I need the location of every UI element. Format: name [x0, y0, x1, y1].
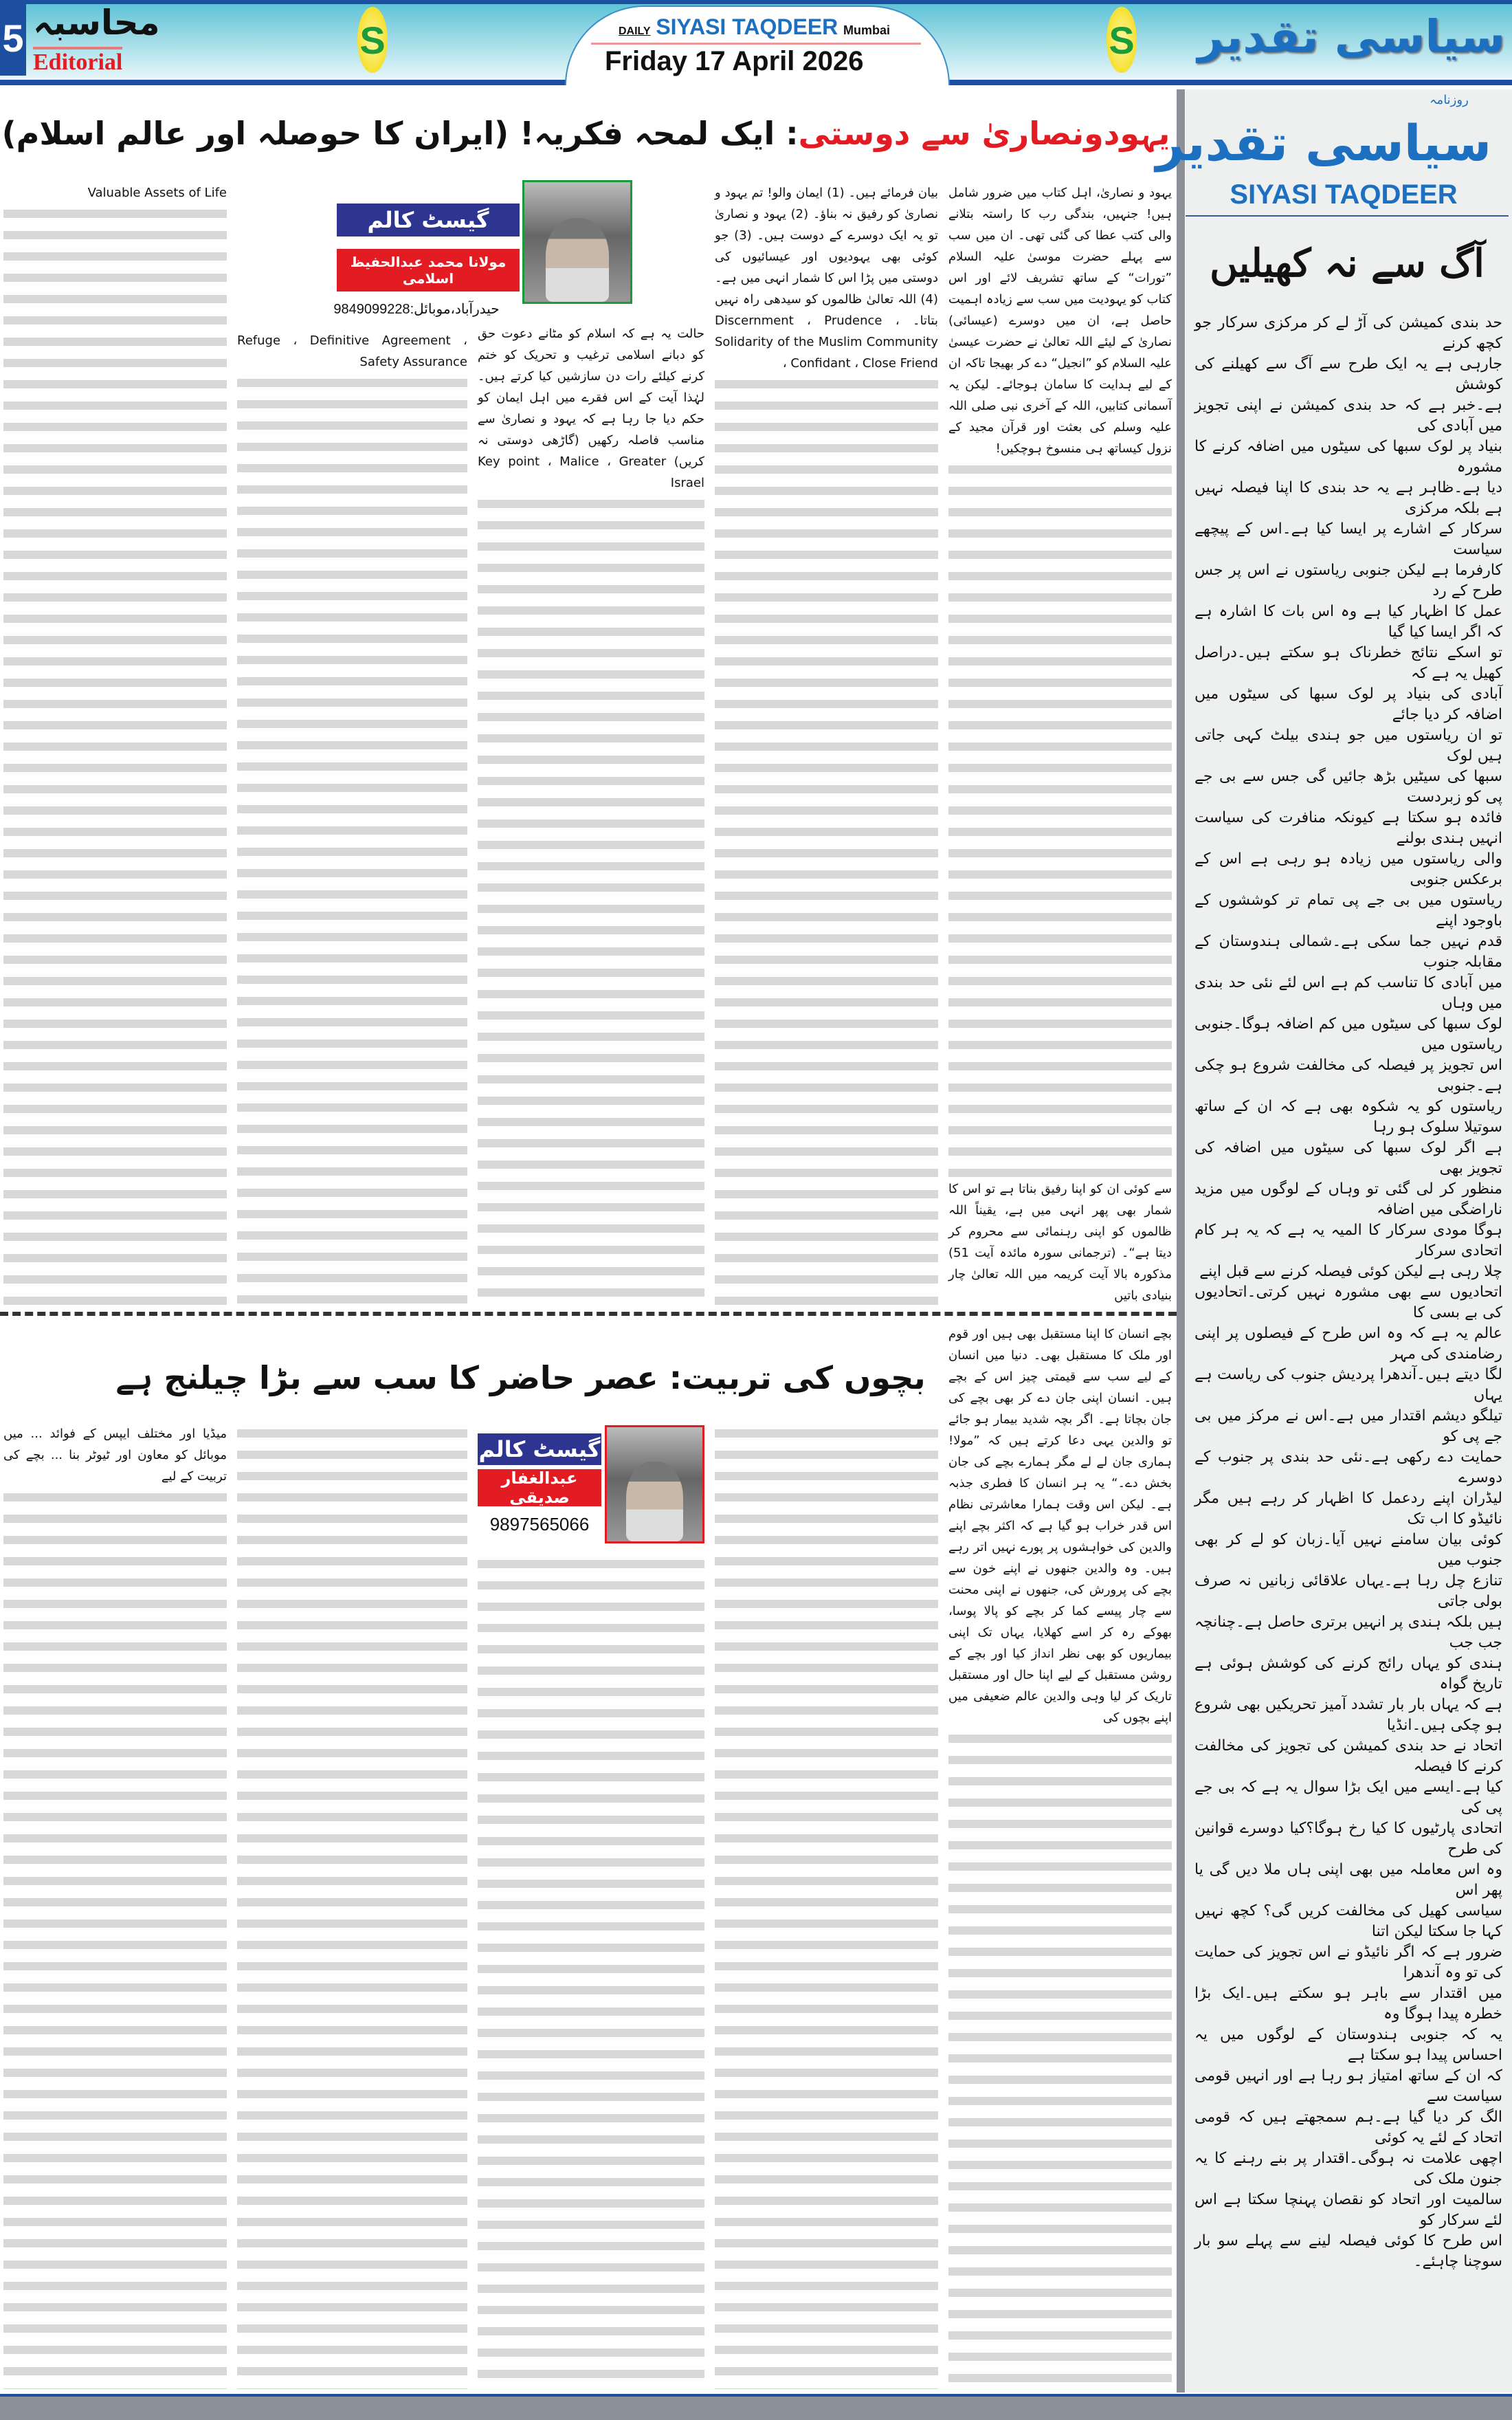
editorial-line: فائدہ ہو سکتا ہے کیونکہ منافرت کی سیاست انہیں ہندی بولنے — [1194, 809, 1502, 847]
author-name: مولانا محمد عبدالحفیظ اسلامی — [337, 249, 520, 292]
editorial-line: ریاستوں میں بی جے پی تمام تر کوششوں کے باوجود اپنے — [1194, 892, 1502, 930]
article1-headline — [0, 91, 1172, 176]
column-text: بچے انسان کا اپنا مستقبل بھی ہیں اور قوم اور ملک کا مستقبل بھی۔ دنیا میں انسان کے لیے سب سے قیمتی چیز اس کے بچے ہیں۔ انسان اپنی جان دے کر بھی بچے کی جان بچاتا ہے۔ اگر بچہ شدید بیمار ہو جائے تو والدین یہی دعا کرتے ہیں کہ ”مولا! ہماری جان لے لے مگر ہمارے بچے کی جان بخش دے۔“ یہ ہر انسان کا فطری جذبہ ہے۔ لیکن اس وقت ہمارا معاشرتی نظام اس قدر خراب ہو گیا ہے کہ اکثر بچے اپنے والدین کی خواہشوں پر پورے نہیں اتر رہے ہیں۔ وہ والدین جنھوں نے اپنے خون سے بچے کی پرورش کی، جنھوں نے اپنی محنت سے چار پیسے کما کر بچے کو پالا پوسا، بھوکے رہ کر اسے کھلایا، یہاں تک اپنی بیماریوں کو بھی نظر انداز کیا اور بچے کے روشن مستقبل کے لیے اپنا حال اور مستقبل تاریک کر لیا وہی والدین عالم ضعیفی میں اپنے بچوں کی — [948, 1323, 1172, 1728]
editorial-line: حد بندی کمیشن کی آڑ لے کر مرکزی سرکار جو کچھ کرنے — [1194, 314, 1502, 352]
section-title-urdu: محاسبہ — [33, 3, 160, 43]
article1-headline-red: یہودونصاریٰ سے دوستی — [798, 115, 1170, 152]
editorial-line: میں اقتدار سے باہر ہو سکتے ہیں۔ایک بڑا خطرہ پیدا ہوگا وہ — [1194, 1985, 1502, 2023]
article2-column-3 — [478, 1554, 704, 2389]
author-photo — [522, 180, 632, 304]
column-text: میڈیا اور مختلف ایپس کے فوائد ... میں موبائل کو معاون اور ٹیوٹر بنا ... بچے کی تربیت کے لیے — [3, 1423, 227, 1487]
paper-name: SIYASI TAQDEER — [656, 14, 838, 39]
editorial-headline: آگ سے نہ کھیلیں — [1210, 241, 1485, 286]
editorial-line: اتحاد نے حد بندی کمیشن کی تجویز کی مخالفت کرنے کا فیصلہ — [1194, 1737, 1502, 1775]
author-photo — [605, 1425, 704, 1543]
editorial-line: اس طرح کا کوئی فیصلہ لینے سے پہلے سو بار سوچنا چاہئے۔ — [1194, 2232, 1502, 2270]
text-lines — [237, 1423, 467, 2389]
logo-urdu: سیاسی تقدیر — [1197, 10, 1505, 63]
editorial-line: اچھی علامت نہ ہوگی۔اقتدار پر بنے رہنے کا یہ جنون ملک کی — [1194, 2150, 1502, 2188]
editorial-line: حمایت دے رکھی ہے۔نئی حد بندی پر جنوب کے دوسرے — [1194, 1449, 1502, 1486]
paper-name-line — [619, 14, 890, 45]
editorial-line: لیڈران اپنے ردعمل کا اظہار کر رہے ہیں مگر نائیڈو کا اب تک — [1194, 1490, 1502, 1528]
text-lines — [715, 1423, 938, 2389]
emblem-letter: S — [359, 18, 386, 62]
editorial-line: چلا رہی ہے لیکن کوئی فیصلہ کرنے سے قبل اپنے — [1199, 1263, 1502, 1280]
editorial-line: کارفرما ہے لیکن جنوبی ریاستوں نے اس پر جس طرح کے رد — [1194, 562, 1502, 600]
article1-headline-text — [2, 113, 1170, 153]
sidebar-logo-english: SIYASI TAQDEER — [1230, 179, 1458, 210]
editorial-line: دیا ہے۔ظاہر ہے یہ حد بندی کا اپنا فیصلہ نہیں ہے بلکہ مرکزی — [1194, 479, 1502, 517]
editorial-line: قدم نہیں جما سکی ہے۔شمالی ہندوستان کے مقابلہ جنوب — [1194, 933, 1502, 971]
article2-column-5 — [3, 1423, 227, 2389]
article1-headline-black: : ایک لمحہ فکریہ! (ایران کا حوصلہ اور عالم اسلام) — [1, 115, 799, 152]
editorial-line: تو اسکے نتائج خطرناک ہو سکتے ہیں۔دراصل کھیل یہ ہے کہ — [1194, 644, 1502, 682]
article2-column-2 — [715, 1423, 938, 2389]
editorial-line: سیاسی کھیل کی مخالفت کریں گی؟ کچھ نہیں کہا جا سکتا لیکن اتنا — [1194, 1902, 1502, 1940]
editorial-line: ہیں بلکہ ہندی پر انہیں برتری حاصل ہے۔چنانچہ جب جب — [1194, 1614, 1502, 1651]
column-text: Valuable Assets of Life — [3, 182, 227, 204]
article2-headline-text: بچوں کی تربیت: عصر حاضر کا سب سے بڑا چیلنج ہے — [115, 1359, 926, 1396]
editorial-line: سرکار کے اشارے پر ایسا کیا ہے۔اس کے پیچھے سیاست — [1194, 520, 1502, 558]
guest-column-tag: گیسٹ کالم — [337, 204, 520, 236]
editorial-line: بنیاد پر لوک سبھا کی سیٹوں میں اضافہ کرنے کا مشورہ — [1194, 438, 1502, 476]
roznama-label: روزنامہ — [1430, 93, 1469, 107]
editorial-line: ہندی کو یہاں رائج کرنے کی کوشش ہوئی ہے تاریخ گواہ — [1194, 1655, 1502, 1693]
editorial-line: تیلگو دیشم اقتدار میں ہے۔اس نے مرکز میں بی جے پی کو — [1194, 1407, 1502, 1445]
text-lines — [3, 204, 227, 1306]
editorial-line: الگ کر دیا گیا ہے۔ہم سمجھتے ہیں کہ قومی اتحاد کے لئے یہ کوئی — [1194, 2109, 1502, 2146]
author-phone: 9897565066 — [489, 1514, 590, 1534]
editorial-line: وہ اس معاملہ میں بھی اپنی ہاں ملا دیں گی یا پھر اس — [1194, 1861, 1502, 1899]
editorial-line: عمل کا اظہار کیا ہے وہ اس بات کا اشارہ ہے کہ اگر ایسا کیا گیا — [1194, 603, 1502, 641]
editorial-body — [1194, 313, 1502, 2272]
column-text: یہود و نصاریٰ، اہل کتاب میں ضرور شامل ہیں! جنہیں، بندگی رب کا راستہ بتلانے والی کتب عطا کی گئی تھی۔ ان میں سب سے پہلے حضرت موسیٰ علیہ السلام ”تورات“ کے ساتھ تشریف لائے اور اس کتاب کو یہودیت میں سب سے زیادہ اہمیت حاصل ہے، ان میں دوسرے (عیسائی) نصاریٰ کے لیئے اللہ تعالیٰ نے حضرت عیسیٰ علیہ السلام کو ”انجیل“ دے کر بھیجا تاکہ ان کے لیے ہدایت کا سامان ہوجائے۔ لیکن یہ آسمانی کتابیں، اللہ کے آخری نبی صلی اللہ علیہ وسلم کی بعثت اور قرآن مجید کے نزول کیساتھ ہی منسوخ ہوچکیں! — [948, 182, 1172, 459]
text-lines — [948, 1728, 1172, 2389]
editorial-line: ضرور ہے کہ اگر نائیڈو نے اس تجویز کی حمایت کی تو وہ آندھرا — [1194, 1944, 1502, 1981]
editorial-line: عالم یہ ہے کہ وہ اس طرح کے فیصلوں پر اپنی رضامندی کی مہر — [1194, 1325, 1502, 1363]
column-text: Refuge ، Definitive Agreement ، Safety Assurance — [237, 330, 467, 373]
editorial-line: کیا ہے۔ایسے میں ایک بڑا سوال یہ ہے کہ بی جے پی کی — [1194, 1779, 1502, 1816]
sidebar-logo: سیاسی تقدیر — [1155, 114, 1491, 172]
editorial-line: لگا دیتے ہیں۔آندھرا پردیش جنوب کی ریاست ہے یہاں — [1194, 1366, 1502, 1404]
editorial-line: ہوگا مودی سرکار کا المیہ یہ ہے کہ یہ ہر کام اتحادی سرکار — [1194, 1222, 1502, 1260]
editorial-line: میں آبادی کا تناسب کم ہے اس لئے نئی حد بندی میں وہاں — [1194, 974, 1502, 1012]
editorial-line: تنازع چل رہا ہے۔یہاں علاقائی زبانیں نہ صرف بولی جاتی — [1194, 1572, 1502, 1610]
city-label: Mumbai — [843, 23, 891, 37]
column-text: سے کوئی ان کو اپنا رفیق بناتا ہے تو اس کا شمار بھی پھر انہی میں ہے، یقیناً اللہ ظالموں کو اپنی رہنمائی سے محروم کر دیتا ہے“۔ (ترجمانی سورہ مائدہ آیت 51) مذکورہ بالا آیت کریمہ میں اللہ تعالیٰ چار بنیادی باتیں — [948, 1178, 1172, 1306]
editorial-line: منظور کر لی گئی تو وہاں کے لوگوں میں مزید ناراضگی میں اضافہ — [1194, 1180, 1502, 1218]
emblem-letter: S — [1109, 18, 1135, 62]
page-number: 5 — [0, 0, 26, 76]
editorial-line: یہ کہ جنوبی ہندوستان کے لوگوں میں یہ احساس پیدا ہو سکتا ہے — [1194, 2026, 1502, 2064]
editorial-line: کوئی بیان سامنے نہیں آیا۔زبان کو لے کر بھی جنوب میں — [1194, 1531, 1502, 1569]
article2-column-1 — [948, 1323, 1172, 2389]
article1-column-3 — [478, 323, 704, 1306]
editorial-line: لوک سبھا کی سیٹوں میں کم اضافہ ہوگا۔جنوبی ریاستوں میں — [1194, 1015, 1502, 1053]
article1-column-2 — [715, 182, 938, 1306]
text-lines — [478, 1554, 704, 2389]
footer-stripe — [0, 2394, 1512, 2420]
guest-column-tag: گیسٹ کالم — [478, 1433, 601, 1465]
editorial-line: ریاستوں کو یہ شکوہ بھی ہے کہ ان کے ساتھ سوتیلا سلوک ہو رہا — [1194, 1098, 1502, 1136]
emblem-icon-right — [1107, 7, 1137, 73]
author-name: عبدالغفار صدیقی — [478, 1469, 601, 1506]
text-lines — [948, 459, 1172, 1178]
editorial-line: سبھا کی سیٹیں بڑھ جائیں گی جس سے بی جے پی کو زبردست — [1194, 768, 1502, 806]
text-lines — [478, 494, 704, 1306]
editorial-line: تو ان ریاستوں میں جو ہندی بیلٹ کہی جاتی ہیں لوک — [1194, 727, 1502, 764]
section-title-english: Editorial — [33, 47, 122, 76]
section-divider — [0, 1312, 1177, 1316]
text-lines — [3, 1487, 227, 2389]
divider — [1186, 215, 1509, 217]
editorial-line: ہے۔خبر ہے کہ حد بندی کمیشن نے اپنی تجویز میں آبادی کی — [1194, 397, 1502, 434]
article2-headline — [103, 1337, 938, 1418]
editorial-line: اتحادی پارٹیوں کا کیا رخ ہوگا؟کیا دوسرے قوانین کی طرح — [1194, 1820, 1502, 1858]
column-divider — [1177, 89, 1185, 2392]
article1-column-4 — [237, 330, 467, 1306]
issue-date: Friday 17 April 2026 — [605, 46, 864, 76]
article1-column-5 — [3, 182, 227, 1306]
editorial-line: آبادی کی بنیاد پر لوک سبھا کی سیٹوں میں اضافہ کر دیا جائے — [1194, 685, 1502, 723]
text-lines — [715, 374, 938, 1306]
text-lines — [237, 373, 467, 1306]
editorial-line: والی ریاستوں میں زیادہ ہو رہی ہے اس کے برعکس جنوبی — [1194, 850, 1502, 888]
divider — [591, 43, 921, 45]
editorial-line: سالمیت اور اتحاد کو نقصان پہنچا سکتا ہے اس لئے سرکار کو — [1194, 2191, 1502, 2229]
article2-column-4 — [237, 1423, 467, 2389]
editorial-line: اس تجویز پر فیصلہ کی مخالفت شروع ہو چکی ہے۔جنوبی — [1194, 1057, 1502, 1094]
column-text: بیان فرمائے ہیں۔ (1) ایمان والو! تم یہود و نصاریٰ کو رفیق نہ بناؤ۔ (2) یہود و نصاریٰ تو یہ ایک دوسرے کے دوست ہیں۔ (3) جو کوئی بھی یہودیوں اور عیسائیوں کی دوستی میں پڑا اس کا شمار انہی میں ہے۔ (4) اللہ تعالیٰ ظالموں کو سیدھی راہ نہیں بتاتا۔ Discernment ، Prudence ، Solidarity of the Muslim Community ، Confidant ، Close Friend — [715, 182, 938, 374]
emblem-icon-left — [357, 7, 388, 73]
editorial-line: کہ ان کے ساتھ امتیاز ہو رہا ہے اور انہیں قومی سیاست سے — [1194, 2067, 1502, 2105]
column-text: حالت یہ ہے کہ اسلام کو مٹانے دعوت حق کو دبانے اسلامی ترغیب و تحریک کو ختم کرنے کیلئے رات دن سازشیں کیا کرتے ہیں۔ لہٰذا آیت کے اس فقرے میں اہل ایمان کو حکم دیا جا رہا ہے کہ یہود و نصاریٰ سے مناسب فاصلہ رکھیں (گاڑھی دوستی نہ کریں) Key point ، Malice ، Greater Israel — [478, 323, 704, 494]
article1-column-1 — [948, 182, 1172, 1306]
editorial-line: ہے کہ یہاں بار بار تشدد آمیز تحریکیں بھی شروع ہو چکی ہیں۔انڈیا — [1194, 1696, 1502, 1734]
daily-label: DAILY — [619, 25, 651, 37]
author-contact: حیدرآباد،موبائل:9849099228 — [333, 302, 500, 317]
editorial-line: جارہی ہے یہ ایک طرح سے آگ سے کھیلنے کی کوشش — [1194, 355, 1502, 393]
editorial-line: اتحادیوں سے بھی مشورہ نہیں کرتی۔اتحادیوں کی بے بسی کا — [1194, 1284, 1502, 1321]
editorial-line: ہے اگر لوک سبھا کی سیٹوں میں اضافہ کی تجویز بھی — [1194, 1139, 1502, 1177]
